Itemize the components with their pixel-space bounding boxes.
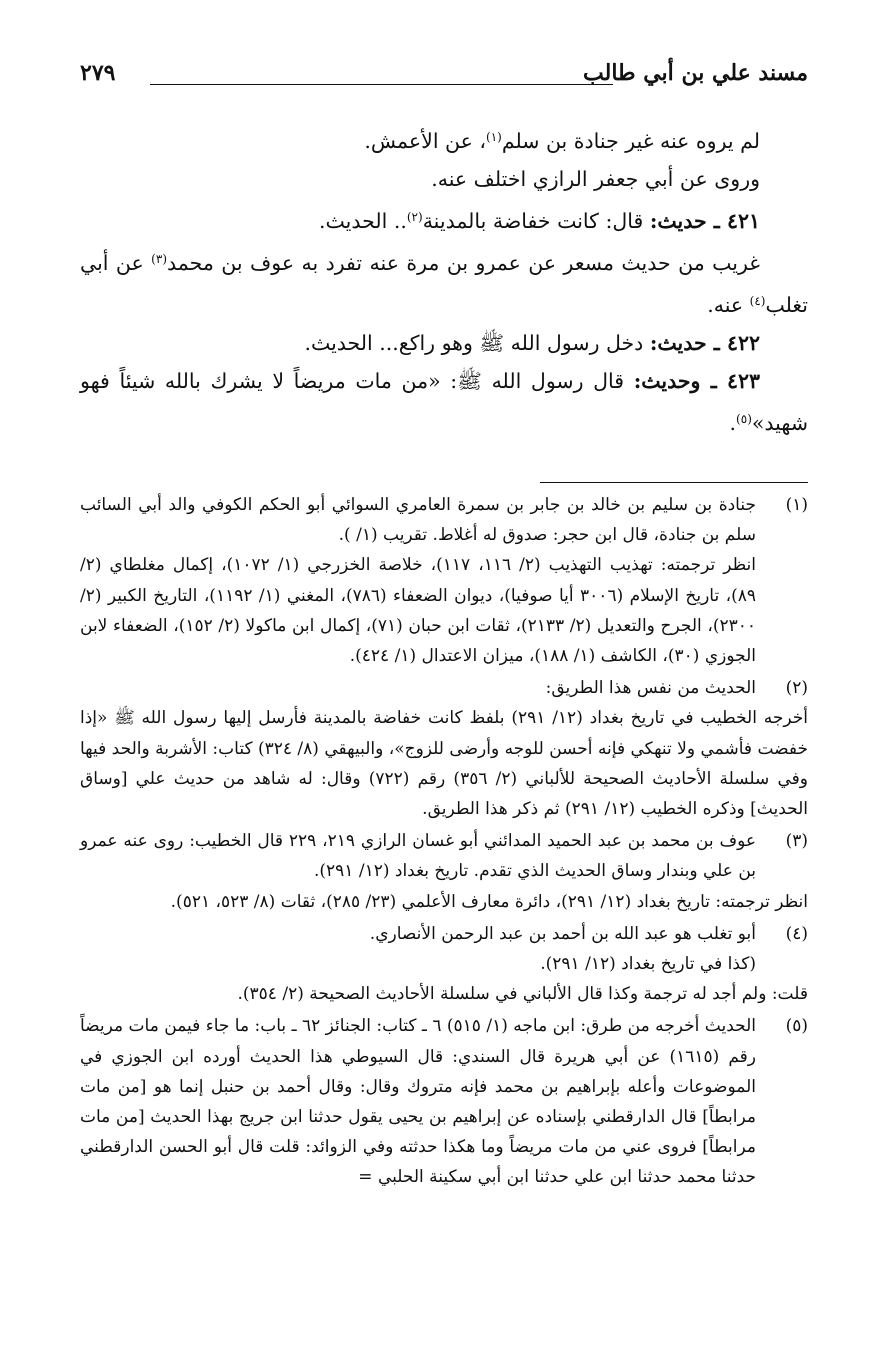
- footnote-separator: [540, 482, 808, 483]
- footnote-ref[interactable]: (٣): [151, 252, 167, 266]
- footnotes: [80, 490, 808, 1195]
- hadith-422: ٤٢٢ ـ حديث: دخل رسول الله ﷺ وهو راكع... الحديث.: [304, 331, 760, 355]
- header-rule: [150, 84, 613, 85]
- hadith-423: ٤٢٣ ـ وحديث: قال رسول الله ﷺ: «من مات مريضاً لا يشرك بالله شيئاً فهو شهيد»$^{(٥)}$.: [80, 369, 808, 435]
- footnote-3: (٣) عوف بن محمد بن عبد الحميد المدائني أبو غسان الرازي ٢١٩، ٢٢٩ قال الخطيب: روى عنه عمرو بن علي وبندار وساق الحديث الذي تقدم. تاريخ بغداد (١٢/ ٢٩١). انظر ترجمته: تاريخ بغداد (١٢/ ٢٩١)، دائرة معارف الأعلمي (٢٣/ ٢٨٥)، ثقات (٨/ ٥٢٣، ٥٢١).: [80, 826, 808, 917]
- main-line-1: لم يروه عنه غير جنادة بن سلم$^{(١)}$، عن الأعمش.: [364, 129, 760, 153]
- footnote-ref[interactable]: (٤): [749, 294, 766, 308]
- footnote-5: (٥) الحديث أخرجه من طرق: ابن ماجه (١/ ٥١٥) ٦ ـ كتاب: الجنائز ٦٢ ـ باب: ما جاء فيمن مات مريضاً رقم (١٦١٥) عن أبي هريرة قال السندي: قال السيوطي هذا الحديث أورده ابن الجوزي في الموضوعات وأعله بإبراهيم بن محمد فإنه متروك وقال: وقال أحمد بن حنبل إنما هو [من مات مرابطاً] قال الدارقطني بإسناده عن إبراهيم بن يحيى يقول حدثنا ابن جريج بهذا الحديث [من مات مرابطاً] فروى عني من مات مريضاً وما هكذا حدثته وفي الزوائد: قلت قال أبو الحسن الدارقطني حدثنا محمد حدثنا ابن علي حدثنا ابن أبي سكينة الحلبي =: [80, 1011, 808, 1192]
- footnote-ref[interactable]: (٥): [736, 412, 752, 426]
- hadith-number: ٤٢٣ ـ وحديث:: [633, 369, 761, 393]
- footnote-number: (٤): [785, 923, 808, 944]
- hadith-number: ٤٢٢ ـ حديث:: [649, 331, 760, 355]
- running-header: [80, 52, 808, 92]
- page-number: ٢٧٩: [80, 60, 116, 86]
- hadith-421: ٤٢١ ـ حديث: قال: كانت خفاضة بالمدينة$^{(٢)}$.. الحديث.: [319, 209, 760, 233]
- footnote-number: (٣): [785, 831, 808, 852]
- footnote-2: (٢) الحديث من نفس هذا الطريق: أخرجه الخطيب في تاريخ بغداد (١٢/ ٢٩١) بلفظ كانت خفاضة بالمدينة فأرسل إليها رسول الله ﷺ «إذا خفضت فأشمي ولا تنهكي فإنه أحسن للوجه وأرضى للزوج»، والبيهقي (٨/ ٣٢٤) كتاب: الأشربة والحد فيها وفي سلسلة الأحاديث الصحيحة للألباني (٢/ ٣٥٦) رقم (٧٢٢) وقال: له شاهد من حديث علي [وساق الحديث] وذكره الخطيب (١٢/ ٢٩١) ثم ذكر هذا الطريق.: [80, 673, 808, 824]
- footnote-1: (١) جنادة بن سليم بن خالد بن جابر بن سمرة العامري السوائي أبو الحكم الكوفي والد أبي السائب سلم بن جنادة، قال ابن حجر: صدوق له أغلاط. تقريب (١/ ). انظر ترجمته: تهذيب التهذيب (٢/ ١١٦، ١١٧)، خلاصة الخزرجي (١/ ١٠٧٢)، إكمال مغلطاي (٢/ ٨٩)، تاريخ الإسلام (٣٠٠٦ أيا صوفيا)، ديوان الضعفاء (٧٨٦)، المغني (١/ ١١٩٢)، التاريخ الكبير (٢/ ٢٣٠٠)، الجرح والتعديل (٢/ ٢١٣٣)، ثقات ابن حبان (٧١)، إكمال ابن ماكولا (٢/ ١٥٢)، الضعفاء لابن الجوزي (٣٠)، الكاشف (١/ ١٨٨)، ميزان الاعتدال (١/ ٤٢٤).: [80, 490, 808, 671]
- main-line-2: وروى عن أبي جعفر الرازي اختلف عنه.: [431, 167, 760, 191]
- footnote-ref[interactable]: (٢): [406, 210, 423, 224]
- footnote-number: (٢): [785, 678, 808, 699]
- footnote-4: (٤) أبو تغلب هو عبد الله بن أحمد بن عبد الرحمن الأنصاري. (كذا في تاريخ بغداد (١٢/ ٢٩١). قلت: ولم أجد له ترجمة وكذا قال الألباني في سلسلة الأحاديث الصحيحة (٢/ ٣٥٤).: [80, 919, 808, 1010]
- footnote-number: (٥): [785, 1016, 808, 1037]
- gharib-paragraph: غريب من حديث مسعر عن عمرو بن مرة عنه تفرد به عوف بن محمد$^{(٣)}$ عن أبي تغلب$^{(٤)}$ عنه.: [80, 251, 808, 317]
- main-text: [80, 118, 808, 442]
- header-title: مسند علي بن أبي طالب: [583, 60, 808, 86]
- footnote-number: (١): [785, 495, 808, 515]
- footnote-ref[interactable]: (١): [486, 130, 502, 144]
- hadith-number: ٤٢١ ـ حديث:: [649, 209, 760, 233]
